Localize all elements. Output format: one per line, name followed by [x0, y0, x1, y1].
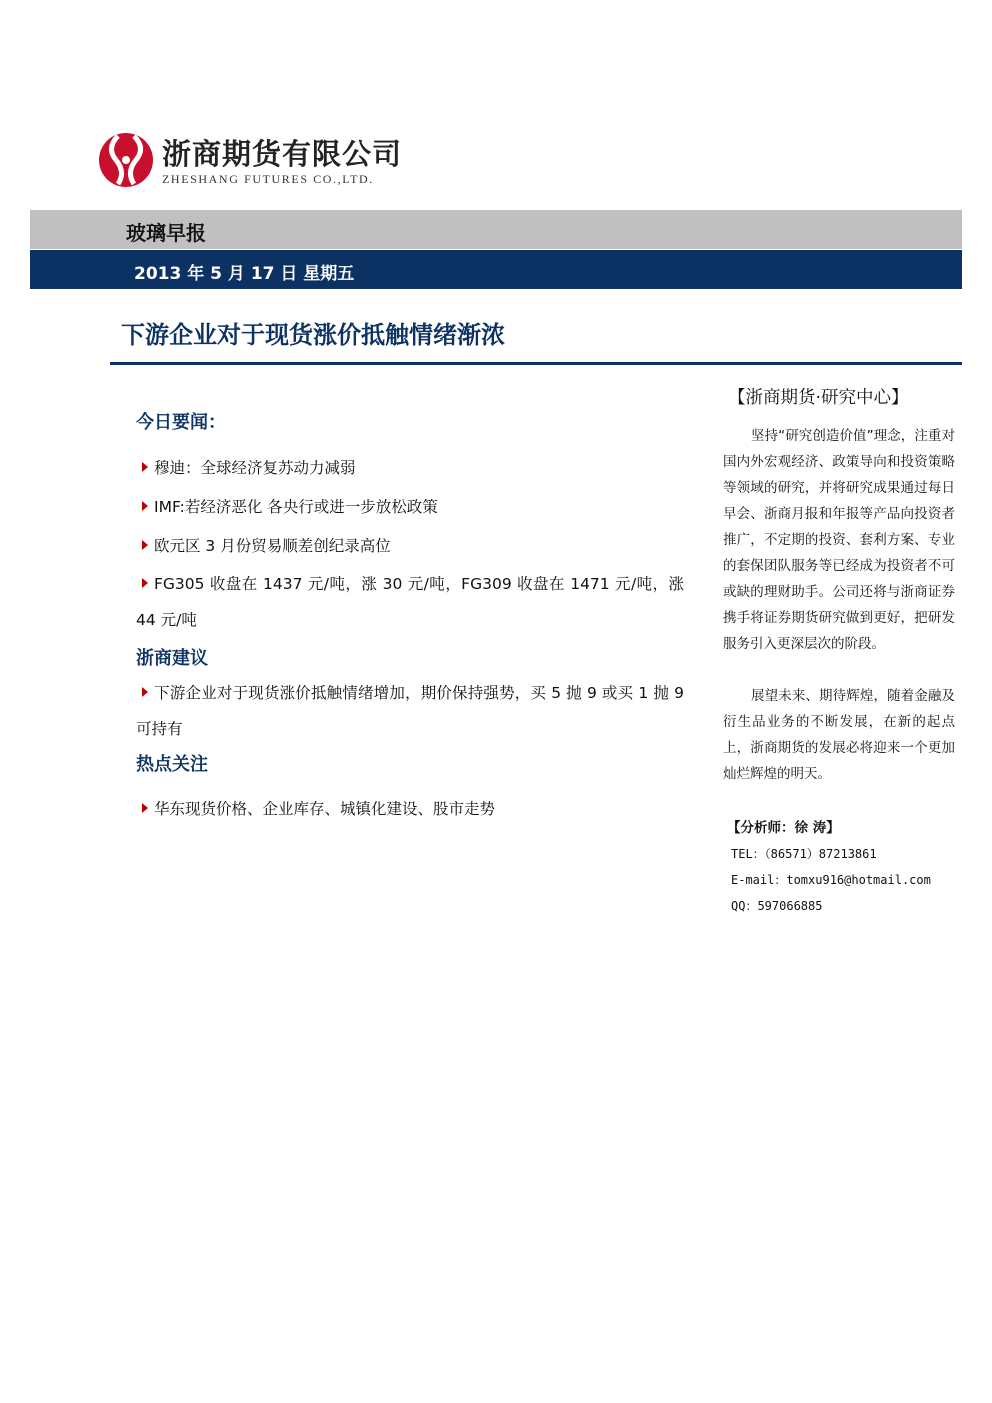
analyst-email[interactable]: E-mail：tomxu916@hotmail.com [731, 873, 931, 887]
sidebar-intro: 坚持“研究创造价值”理念，注重对国内外宏观经济、政策导向和投资策略等领域的研究，并将研究成果通过每日早会、浙商月报和年报等产品向投资者推广，不定期的投资、套利方案、专业的套保团队服务等已经成为投资者不可或缺的理财助手。公司还将与浙商证券携手将证券期货研究做到更好，把研发服务引入更深层次的阶段。 [723, 428, 955, 652]
sidebar-outlook: 展望未来、期待辉煌，随着金融及衍生品业务的不断发展，在新的起点上，浙商期货的发展必将迎来一个更加灿烂辉煌的明天。 [723, 688, 955, 782]
company-name-cn: 浙商期货有限公司 [162, 137, 403, 171]
hotspots-item: 华东现货价格、企业库存、城镇化建设、股市走势 [136, 797, 495, 819]
analyst-name: 【分析师：徐 涛】 [727, 820, 840, 836]
company-logo [96, 130, 403, 194]
news-item: FG305 收盘在 1437 元/吨，涨 30 元/吨，FG309 收盘在 1471 元/吨，涨 44 元/吨 [136, 575, 684, 629]
company-logo-icon [96, 130, 156, 190]
bullet-triangle-icon [142, 462, 148, 472]
news-heading: 今日要闻： [136, 412, 226, 433]
analyst-qq: QQ：597066885 [731, 899, 823, 913]
headline-divider [110, 362, 962, 365]
sidebar-title: 【浙商期货·研究中心】 [728, 388, 909, 408]
bullet-triangle-icon [142, 803, 148, 813]
hotspots-heading: 热点关注 [136, 754, 208, 775]
advice-heading: 浙商建议 [136, 648, 208, 669]
bullet-triangle-icon [142, 687, 148, 697]
report-date-bar [30, 250, 962, 289]
news-item: 穆迪：全球经济复苏动力减弱 [136, 456, 356, 478]
news-item: 欧元区 3 月份贸易顺差创纪录高位 [136, 534, 391, 556]
analyst-tel: TEL：（86571）87213861 [731, 847, 877, 861]
bullet-triangle-icon [142, 501, 148, 511]
advice-item: 下游企业对于现货涨价抵触情绪增加，期价保持强势，买 5 抛 9 或买 1 抛 9 可持有 [136, 684, 685, 738]
report-date: 2013 年 5 月 17 日 星期五 [134, 264, 355, 284]
company-name-en: ZHESHANG FUTURES CO.,LTD. [162, 172, 374, 186]
report-headline: 下游企业对于现货涨价抵触情绪渐浓 [121, 321, 505, 349]
bullet-triangle-icon [142, 540, 148, 550]
report-type-bar [30, 210, 962, 249]
news-item: IMF:若经济恶化 各央行或进一步放松政策 [136, 495, 438, 517]
bullet-triangle-icon [142, 578, 148, 588]
report-type: 玻璃早报 [126, 221, 206, 245]
